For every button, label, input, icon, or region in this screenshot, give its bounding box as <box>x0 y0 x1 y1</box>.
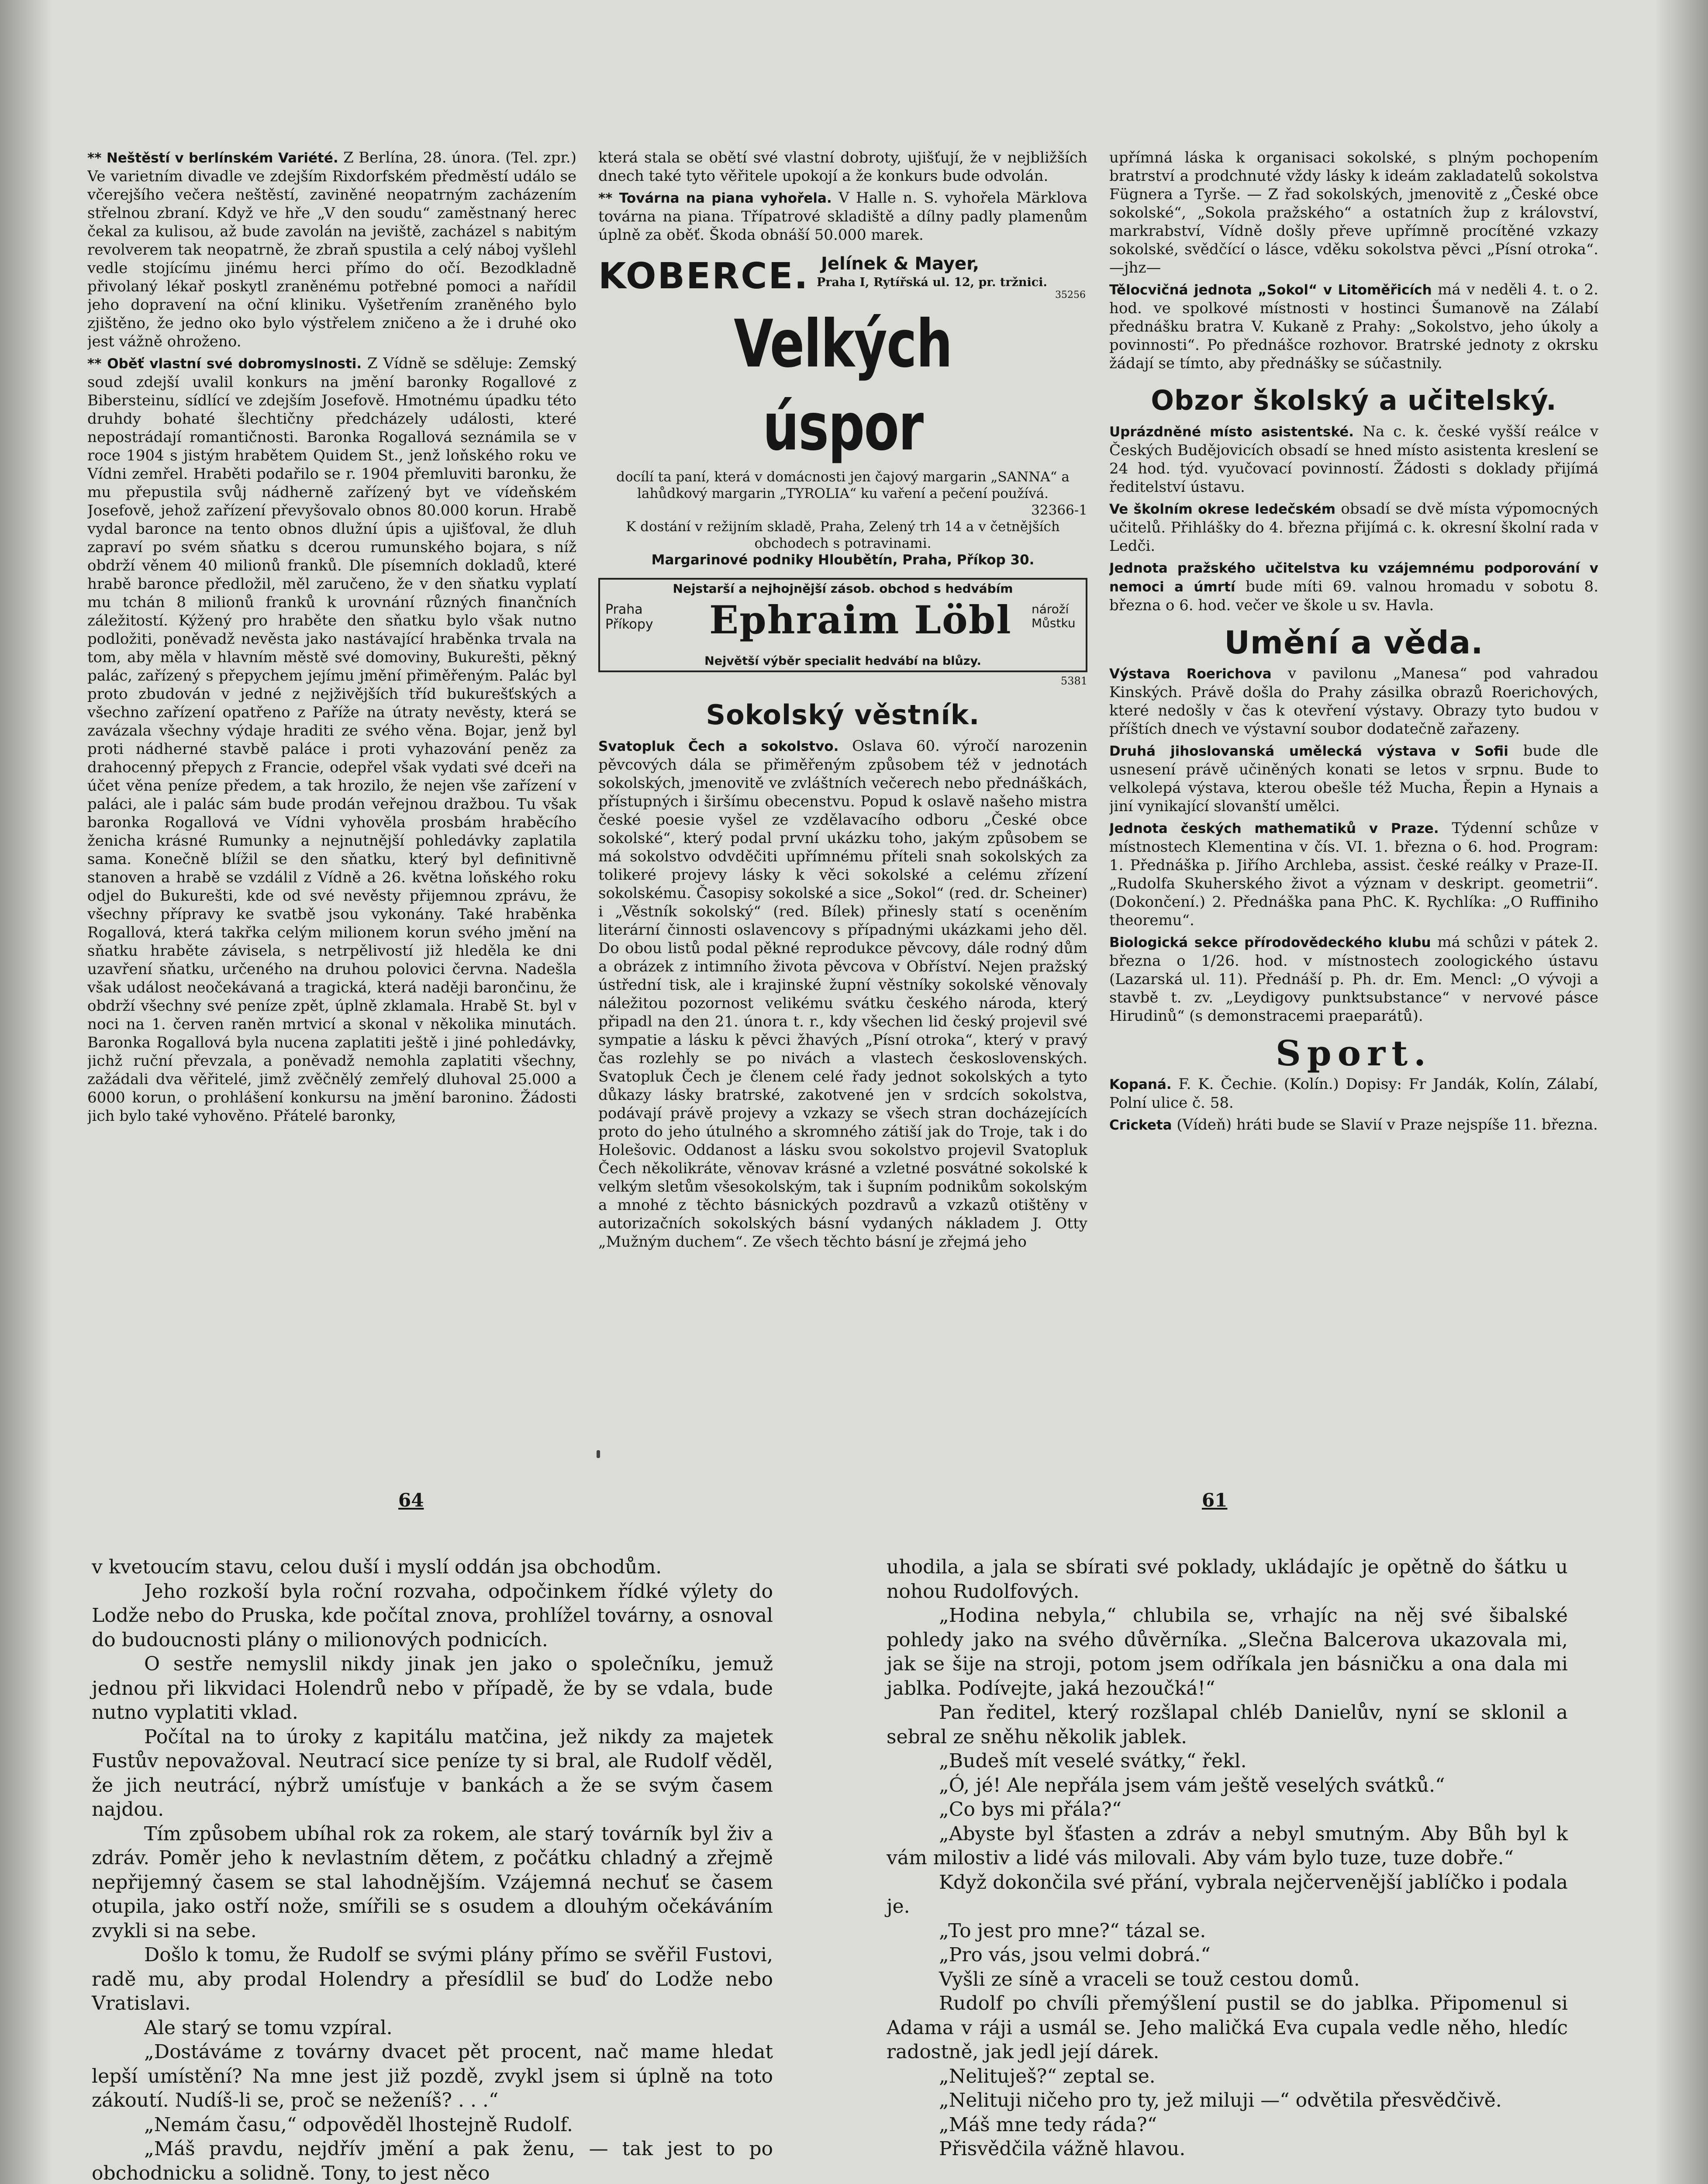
news-item-lead: Uprázdněné místo asistentské. <box>1109 424 1354 440</box>
book-paragraph: „Co bys mi přála?“ <box>939 1798 1122 1821</box>
book-paragraph: „Hodina nebyla,“ chlubila se, vrhajíc na něj své šibalské pohledy jako na svého důvěrníka. „Slečna Balcerova ukazovala mi, jak se šije na stroji, potom jsem odříkala jen básničku a ona dala mi jablka. Podívejte, jaká hezoučká!“ <box>887 1604 1568 1700</box>
ad-lobl-right: nároží Můstku <box>1032 602 1076 630</box>
book-paragraph: „Nemám času,“ odpověděl lhostejně Rudolf. <box>144 2113 573 2136</box>
book-paragraph: „Máš pravdu, nejdřív jmění a pak ženu, — tak jest to po obchodnicku a solidně. Tony, to jest něco <box>92 2138 773 2184</box>
scan-shadow-right <box>1656 0 1708 2184</box>
book-page-right <box>887 1555 1568 2161</box>
news-item <box>1109 819 1598 930</box>
ad-lobl-top: Nejstarší a nejhojnější zásob. obchod s hedvábím <box>673 581 1013 596</box>
book-paragraph: v kvetoucím stavu, celou duší i myslí oddán jsa obchodům. <box>92 1556 662 1578</box>
ad-velkych-uspor <box>598 303 1087 568</box>
ad-velkych-line3 <box>598 552 1087 568</box>
news-item <box>1109 559 1598 615</box>
book-paragraph: „Máš mne tedy ráda?“ <box>939 2113 1157 2136</box>
news-item-text: F. K. Čechie. (Kolín.) Dopisy: Fr Jandák, Kolín, Zálabí, Polní ulice č. 58. <box>1109 1075 1598 1112</box>
book-paragraph: „To jest pro mne?“ tázal se. <box>939 1919 1206 1942</box>
news-item-lead: Biologická sekce přírodovědeckého klubu <box>1109 935 1431 950</box>
news-item-lead: ** Továrna na piana vyhořela. <box>598 190 832 206</box>
news-item <box>87 149 576 351</box>
section-heading-sokol: Sokolský věstník. <box>706 699 980 731</box>
news-item-text: Oslava 60. výročí narozenin pěvcových dála se přiměřeným způsobem též v jednotách sokolských, jmenovitě ve zvláštních večerech nebo přednáškách, přístupných i širšímu obecenstvu. Popud k oslavě našeho mistra české poesie vyšel ze vzdělavacího odboru „České obce sokolské“, který podal první ukázku toho, jakým způsobem se má sokolstvo odvděčiti upřímnému příteli snah sokolských za tolikeré projevy lásky k věci sokolské a celému zřízení sokolskému. Časopisy sokolské a sice „Sokol“ (red. dr. Scheiner) i „Věstník sokolský“ (red. Bílek) přinesly statí s oceněním literární činnosti oslavencovy s případnými ukázkami jeho děl. Do obou listů podal pěkné reprodukce pěvcovy, dále rodný dům a obrázek z intimního života pěvcova v Obříství. Nejen pražský ústřední tisk, ale i krajinské župní věstníky sokolské věnovaly náležitou pozornost velikému svátku českého národa, který připadl na den 21. února t. r., kdy všechen lid český projevil své sympatie a lásku k pěvci žhavých „Písní otroka“, který v pravý čas rozlehly se po nivách a vlastech československých. Svatopluk Čech je členem celé řady jednot sokolských a tyto důkazy lásky bratrské, zakotvené jen v srdcích sokolstva, podávají právě projevy a vzkazy se všech stran docházejících proto do jeho útulného a skromného zátiší jak do Troje, tak i do Holešovic. Oddanost a lásku svou sokolstvo projevil Svatopluk Čech několikráte, věnovav krásné a vzletné posvátné sokolské k velkým sletům všesokolským, tak i šupním podnikům sokolským a mnohé z těchto básnických pozdravů a vzkazů otištěny v autorizačních sokolských básní vydaných nákladem J. Otty „Mužným duchem“. Ze všech těchto básní je zřejmá jeho <box>598 737 1087 1251</box>
news-item-text: v pavilonu „Manesa“ pod vahradou Kinských. Právě došla do Prahy zásilka obrazů Roerichových, které nedošly v čas k otevření výstavy. Obrazy tyto budou v příštích dnech ve výstavní soubor dodatečně zařazeny. <box>1109 665 1598 738</box>
news-item-lead: Tělocvičná jednota „Sokol“ v Litoměřicích <box>1109 282 1432 298</box>
ad-lobl-bottom: Největší výběr specialit hedvábí na blůzy. <box>704 654 981 668</box>
ad-velkych-firm: Margarinové podniky Hloubětín, Praha, Příkop 30. <box>651 552 1035 568</box>
section-heading-skolsky: Obzor školský a učitelský. <box>1151 384 1557 416</box>
school-items <box>1109 422 1598 615</box>
news-column-2 <box>598 149 1087 1345</box>
book-paragraph: O sestře nemyslil nikdy jinak jen jako o společníku, jemuž jednou při likvidaci Holendrů nebo v případě, že by se vdala, bude nutno vyplatiti vklad. <box>92 1653 773 1724</box>
ad-koberce-address: Praha I, Rytířská ul. 12, pr. tržnici. <box>817 276 1047 289</box>
news-item <box>1109 500 1598 555</box>
book-paragraph: Pan ředitel, který rozšlapal chléb Danielův, nyní se sklonil a sebral ze sněhu několik jablek. <box>887 1701 1568 1748</box>
news-item-lead: ** Neštěstí v berlínském Variété. <box>87 150 338 166</box>
ad-velkych-headline: Velkých úspor <box>734 306 952 465</box>
book-paragraph: uhodila, a jala se sbírati své poklady, ukládajíc je opětně do šátku u nohou Rudolfových. <box>887 1556 1568 1603</box>
news-item <box>1109 742 1598 816</box>
scan-shadow-left <box>0 0 52 2184</box>
news-item-sokol <box>598 737 1087 1251</box>
book-paragraph: Rudolf po chvíli přemýšlení pustil se do jablka. Připomenul si Adama v ráji a usmál se. Jeho maličká Eva cupala vedle něho, hledíc radostně, jak jedl její dárek. <box>887 1992 1568 2063</box>
news-item-lead: Druhá jihoslovanská umělecká výstava v Sofii <box>1109 743 1508 759</box>
book-paragraph: „Nelituješ?“ zeptal se. <box>939 2065 1156 2087</box>
news-item-text: bude míti 69. valnou hromadu v sobotu 8. března o 6. hod. večer ve škole u sv. Havla. <box>1109 578 1598 614</box>
news-item <box>1109 933 1598 1025</box>
news-item <box>1109 1116 1598 1134</box>
news-item <box>1109 664 1598 738</box>
news-item-text: má schůzi v pátek 2. března o 1/26. hod. v místnostech zoologického ústavu (Lazarská ul. 11). Přednáší p. Ph. dr. Em. Mencl: „O vývoji a stavbě t. zv. „Leydigovy punktsubstance“ v nervové pásce Hirudinů“ (s demonstracemi praeparátů). <box>1109 933 1598 1025</box>
book-paragraph: Došlo k tomu, že Rudolf se svými plány přímo se svěřil Fustovi, radě mu, aby prodal Holendry a přesídlil se buď do Lodže nebo Vratislavi. <box>92 1944 773 2015</box>
news-item-lead: Jednota českých mathematiků v Praze. <box>1109 821 1439 836</box>
art-items <box>1109 664 1598 1025</box>
newspaper-page <box>87 149 1598 1345</box>
news-column-3 <box>1109 149 1598 1345</box>
book-paragraph: Počítal na to úroky z kapitálu matčina, jež nikdy za majetek Fustův nepovažoval. Neutrací sice peníze ty si bral, ale Rudolf věděl, že jich neutrácí, nýbrž umísťuje v bankách a že se svým časem najdou. <box>92 1725 773 1821</box>
folio-left: 64 <box>398 1489 424 1511</box>
section-heading-sport: Sport. <box>1275 1033 1432 1074</box>
book-page-left <box>92 1555 773 2184</box>
book-paragraph: Tím způsobem ubíhal rok za rokem, ale starý továrník byl živ a zdráv. Poměr jeho k nevlastním dětem, z počátku chladný a zřejmě nepřijemný časem se stal lahodnějším. Vzájemná nechuť se časem otupila, jako ostří nože, smířili se s osudem a dlouhým očekáváním zvykli si na sebe. <box>92 1822 773 1942</box>
news-item-text: Týdenní schůze v místnostech Klementina v čís. VI. 1. března o 6. hod. Program: 1. Přednáška p. Jiřího Archleba, assist. české reálky v Praze-II. „Rudolfa Skuherského život a význam v deskript. geometrii“. (Dokončení.) 2. Přednáška pana PhC. K. Rychlíka: „O Ruffiniho theoremu“. <box>1109 819 1598 929</box>
ad-koberce-firm: Jelínek & Mayer, <box>821 254 980 274</box>
ad-lobl-left: Praha Příkopy <box>605 602 653 632</box>
news-item-litomerice <box>1109 280 1598 373</box>
news-item-text: má v neděli 4. t. o 2. hod. ve spolkové místnosti v hostinci Šumanově na Zálabí přednášku bratra V. Kukaně z Prahy: „Sokolstvo, jeho úkoly a povinnosti“. Po přednášce rozhovor. Bratrské jednoty z okrsku žádají se tímto, aby přednášky se súčastnily. <box>1109 281 1598 372</box>
news-item-text: (Vídeň) hráti bude se Slavií v Praze nejspíše 11. března. <box>1177 1116 1598 1133</box>
news-item-lead: Svatopluk Čech a sokolstvo. <box>598 739 839 754</box>
book-paragraph: Přisvědčila vážně hlavou. <box>939 2138 1186 2160</box>
news-item-lead: Výstava Roerichova <box>1109 666 1272 682</box>
news-item-tovarna <box>598 189 1087 244</box>
book-paragraph: „Budeš mít veselé svátky,“ řekl. <box>939 1750 1247 1772</box>
ad-koberce-title: KOBERCE. <box>598 256 809 297</box>
news-item <box>87 354 576 1125</box>
section-heading-umeni: Umění a věda. <box>1224 624 1484 661</box>
book-paragraph: Vyšli ze síně a vraceli se touž cestou domů. <box>939 1968 1360 1990</box>
news-item-lead: Kopaná. <box>1109 1077 1172 1092</box>
folio-right: 61 <box>1202 1489 1228 1511</box>
news-item-lead: Jednota pražského učitelstva ku vzájemnému podporování v nemoci a úmrtí <box>1109 560 1598 595</box>
book-paragraph: „Nelituji ničeho pro ty, jež miluji —“ odvětila přesvědčivě. <box>939 2089 1502 2111</box>
news-item-text: bude dle usnesení právě učiněných konati se letos v srpnu. Bude to velkolepá výstava, kterou obešle též Mucha, Řepin a Hynais a jiní vynikající slovanští umělci. <box>1109 742 1598 815</box>
news-item-lead: Cricketa <box>1109 1117 1172 1133</box>
news-item <box>1109 1075 1598 1112</box>
news-column-1 <box>87 149 576 1345</box>
news-item-text: obsadí se dvě místa výpomocných učitelů. Přihlášky do 4. března přijímá c. k. okresní školní rada v Ledči. <box>1109 500 1598 555</box>
news-item-text: V Halle n. S. vyhořela Märklova továrna na piana. Třípatrové skladiště a dílny padly plamenům úplně za oběť. Škoda obnáší 50.000 marek. <box>598 189 1087 244</box>
news-paragraph: která stala se obětí své vlastní dobroty, ujišťují, že v nejbližších dnech také tyto věřitele upokojí a že konkurs bude odvolán. <box>598 149 1087 185</box>
book-paragraph: „Ó, jé! Ale nepřála jsem vám ještě veselých svátků.“ <box>939 1774 1445 1797</box>
book-paragraph: Jeho rozkoší byla roční rozvaha, odpočinkem řídké výlety do Lodže nebo do Pruska, kde počítal znova, prohlížel továrny, a osnoval do budoucnosti plány o milionových podnicích. <box>92 1580 773 1651</box>
ad-lobl <box>598 578 1087 672</box>
book-paragraph: „Pro vás, jsou velmi dobrá.“ <box>939 1944 1211 1966</box>
news-item-lead: ** Oběť vlastní své dobromyslnosti. <box>87 356 362 372</box>
ad-velkych-line2: K dostání v režijním skladě, Praha, Zelený trh 14 a v četnějších obchodech s potravinami. <box>626 519 1060 551</box>
ad-velkych-line1: docílí ta paní, která v domácnosti jen čajový margarin „SANNA“ a lahůdkový margarin „TYROLIA“ ku vaření a pečení používá. <box>616 469 1070 501</box>
ad-lobl-firm: Ephraim Löbl <box>709 597 1012 643</box>
book-paragraph: „Abyste byl šťasten a zdráv a nebyl smutným. Aby Bůh byl k vám milostiv a lidé vás milovali. Aby vám bylo tuze, tuze dobře.“ <box>887 1822 1568 1869</box>
ad-velkych-code: 32366-1 <box>1031 502 1087 518</box>
ad-koberce <box>598 252 1087 300</box>
news-item-text: Na c. k. české vyšší reálce v Českých Budějovicích obsadí se hned místo asistenta kreslení se 24 hod. týd. vyučovací povinností. Žádosti s doklady přijímá ředitelství ústavu. <box>1109 423 1598 496</box>
book-paragraph: Ale starý se tomu vzpíral. <box>144 2016 393 2039</box>
sport-items <box>1109 1075 1598 1134</box>
news-paragraph: upřímná láska k organisaci sokolské, s plným pochopením bratrství a prodchnuté vždy lásky k ideám zakladatelů sokolstva Fügnera a Tyrše. — Z řad sokolských, jmenovitě z „České obce sokolské“, „Sokola pražského“ a ostatních žup z království, markrabství, Vídně došly převe upřímně procítěné vzkazy sokolské, svědčící o lásce, vděku sokolstva pěvci „Písní otroka“. —jhz— <box>1109 149 1598 276</box>
scan-mark <box>597 1450 600 1458</box>
news-item-lead: Ve školním okrese ledečském <box>1109 501 1336 517</box>
ad-lobl-number: 5381 <box>1060 675 1087 687</box>
news-item-text: Z Vídně se sděluje: Zemský soud zdejší uvalil konkurs na jmění baronky Rogallové z Bibersteinu, sídlící ve zdejším Josefově. Hmotnému úpadku této druhdy bohaté šlechtičny předcházely události, které nepostrádají romantičnosti. Baronka Rogallová seznámila se v roce 1904 s jistým hrabětem Quidem St., jenž loňského roku ve Vídni zemřel. Hraběti podařilo se r. 1904 přemluviti baronku, že mu přepustila svůj nádherně zařízený byt ve vídeňském Josefově, jehož zařízení převyšovalo obnos 80.000 korun. Hrabě vydal baronce na tento obnos dlužní úpis a ujišťoval, že dluh zapraví po svém sňatku s dcerou rumunského bojara, s níž obdrží věnem 40 milionů franků. Dle písemních dokladů, které hrabě baronce předložil, měl zaručeno, že v den sňatku vyplatí mu tchán 8 milionů franků k urovnání různých finančních záležitostí. Kýžený pro hraběte den sňatku bylo však nutno podložiti, poněvadž nevěsta jako nastávající hraběnka trvala na tom, aby měla v hlavním městě své domoviny, Bukurešti, pěkný palác, zařízený s přepychem jejímu jmění přiměřeným. Palác byl proto zbudován v jedné z nejživějších tříd bukurešťských a všechno zařízení opatřeno z Paříže na útraty nevěsty, která se zavázala všechny výdaje hraditi ze svého věna. Bojar, jenž byl proti nádherné stavbě paláce i proti vyhazování peněz za drahocenný přepych z Francie, odepřel však vydati své dceři na účet věna peníze předem, a tak hrozilo, že nejen vše zařízení v paláci, ale i palác sám bude prodán veřejnou dražbou. Tu však baronka Rogallová ve Vídni vyhověla prosbám hraběcího ženicha krásné Rumunky a nejnutnější pohledávky zaplatila sama. Konečně blížil se den sňatku, který byl definitivně stanoven a hrabě se vzdálil z Vídně a 26. května loňského roku odjel do Bukurešti, kde od své nevěsty přijemnou zprávu, že všechny přípravy ke svatbě jsou vykonány. Také hraběnka Rogallová, která takřka celým milionem korun svého jmění na sňatku hraběte závisela, s netrpělivostí již hleděla ke dni uzavření sňatku, určeného na druhou polovici června. Nadešla však událost neočekávaná a tragická, která naději barončinu, že obdrží všechny své peníze zpět, úplně zklamala. Hrabě St. byl v noci na 1. červen raněn mrtvicí a skonal v několika minutách. Baronka Rogallová byla nucena zaplatiti ještě i jiné pohledávky, jichž ruční převzala, a poněvadž nemohla zaplatiti všechny, zažádali dva věřitelé, jimž zvěčnělý zemřelý dluhoval 25.000 a 6000 korun, o prohlášení konkursu na jmění baronino. Žádosti jich bylo také vyhověno. Přátelé baronky, <box>87 355 576 1125</box>
news-item-text: Z Berlína, 28. února. (Tel. zpr.) Ve varietním divadle ve zdejším Rixdorfském předměstí událo se včerejšího večera neštěstí, zaviněné neopatrným zacházením střelnou zbraní. Když ve hře „V den soudu“ zaměstnaný herec čekal za kulisou, až bude zavolán na jeviště, zacházel s nabitým revolverem tak neopatrně, že zbraň spustila a celý náboj vyšlehl vedle stojícímu jinému herci přímo do očí. Bezodkladně přivolaný lékař poskytl zraněnému potřebné pomoci a nařídil jeho dopravení na oční kliniku. Vyšetřením zraněného bylo zjištěno, že jedno oko bylo výstřelem zničeno a že i druhé oko jest vážně ohroženo. <box>87 149 576 350</box>
book-paragraph: „Dostáváme z továrny dvacet pět procent, nač mame hledat lepší umístění? Na mne jest již pozdě, zvykl jsem si úplně na toto zákoutí. Nudíš-li se, proč se neženíš? . . .“ <box>92 2041 773 2111</box>
news-item <box>1109 422 1598 496</box>
book-paragraph: Když dokončila své přání, vybrala nejčervenější jablíčko i podala je. <box>887 1871 1568 1918</box>
ad-koberce-number: 35256 <box>1055 290 1086 301</box>
